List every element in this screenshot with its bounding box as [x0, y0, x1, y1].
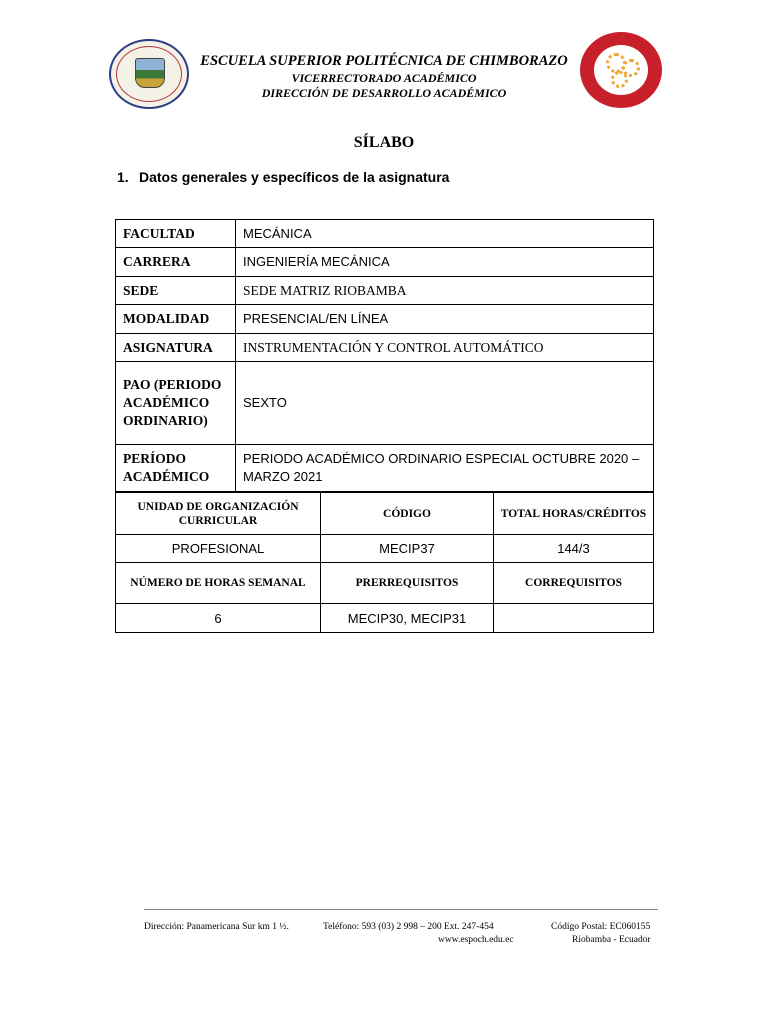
- header-cell: NÚMERO DE HORAS SEMANAL: [116, 563, 321, 604]
- value-cell: MECIP30, MECIP31: [321, 604, 494, 633]
- row-label: ASIGNATURA: [116, 334, 236, 362]
- row-label: FACULTAD: [116, 220, 236, 248]
- row-value: SEXTO: [236, 362, 654, 445]
- table-row: [116, 220, 654, 248]
- table-row: [116, 493, 654, 535]
- row-label: PERÍODO ACADÉMICO: [116, 445, 236, 492]
- footer-website: www.espoch.edu.ec: [438, 935, 514, 945]
- table-row: [116, 604, 654, 633]
- value-cell: [494, 604, 654, 633]
- academic-direction: DIRECCIÓN DE DESARROLLO ACADÉMICO: [261, 86, 507, 100]
- institution-name: ESCUELA SUPERIOR POLITÉCNICA DE CHIMBORAZO: [200, 53, 568, 69]
- general-data-table: [115, 219, 654, 492]
- row-label: PAO (PERIODO ACADÉMICO ORDINARIO): [116, 362, 236, 445]
- value-cell: PROFESIONAL: [116, 535, 321, 563]
- footer-phone: Teléfono: 593 (03) 2 998 – 200 Ext. 247-454: [323, 922, 494, 932]
- row-label: CARRERA: [116, 248, 236, 277]
- vice-rectorate: VICERRECTORADO ACADÉMICO: [291, 71, 477, 85]
- section-title: Datos generales y específicos de la asignatura: [139, 169, 450, 185]
- footer-address: Dirección: Panamericana Sur km 1 ½.: [144, 922, 289, 932]
- footer-postal-code: Código Postal: EC060155: [551, 922, 651, 932]
- table-row: [116, 305, 654, 334]
- value-cell: 144/3: [494, 535, 654, 563]
- curricular-details-table: [115, 492, 654, 633]
- row-label: SEDE: [116, 277, 236, 305]
- row-label: MODALIDAD: [116, 305, 236, 334]
- header-cell: PRERREQUISITOS: [321, 563, 494, 604]
- table-row: [116, 362, 654, 445]
- row-value: INGENIERÍA MECÁNICA: [236, 248, 654, 277]
- section-number: 1.: [117, 169, 129, 185]
- header-cell: TOTAL HORAS/CRÉDITOS: [494, 493, 654, 535]
- table-row: [116, 445, 654, 492]
- row-value: PRESENCIAL/EN LÍNEA: [236, 305, 654, 334]
- row-value: SEDE MATRIZ RIOBAMBA: [236, 277, 654, 305]
- header-cell: CORREQUISITOS: [494, 563, 654, 604]
- value-cell: MECIP37: [321, 535, 494, 563]
- footer-city: Riobamba - Ecuador: [572, 935, 651, 945]
- row-value: MECÁNICA: [236, 220, 654, 248]
- table-row: [116, 277, 654, 305]
- table-row: [116, 563, 654, 604]
- page-title: SÍLABO: [353, 134, 415, 151]
- footer-divider: [144, 909, 658, 910]
- table-row: [116, 248, 654, 277]
- header-cell: CÓDIGO: [321, 493, 494, 535]
- row-value: INSTRUMENTACIÓN Y CONTROL AUTOMÁTICO: [236, 334, 654, 362]
- row-value: PERIODO ACADÉMICO ORDINARIO ESPECIAL OCTUBRE 2020 – MARZO 2021: [236, 445, 654, 492]
- header-cell: UNIDAD DE ORGANIZACIÓN CURRICULAR: [116, 493, 321, 535]
- section-heading: [117, 169, 449, 185]
- value-cell: 6: [116, 604, 321, 633]
- table-row: [116, 535, 654, 563]
- table-row: [116, 334, 654, 362]
